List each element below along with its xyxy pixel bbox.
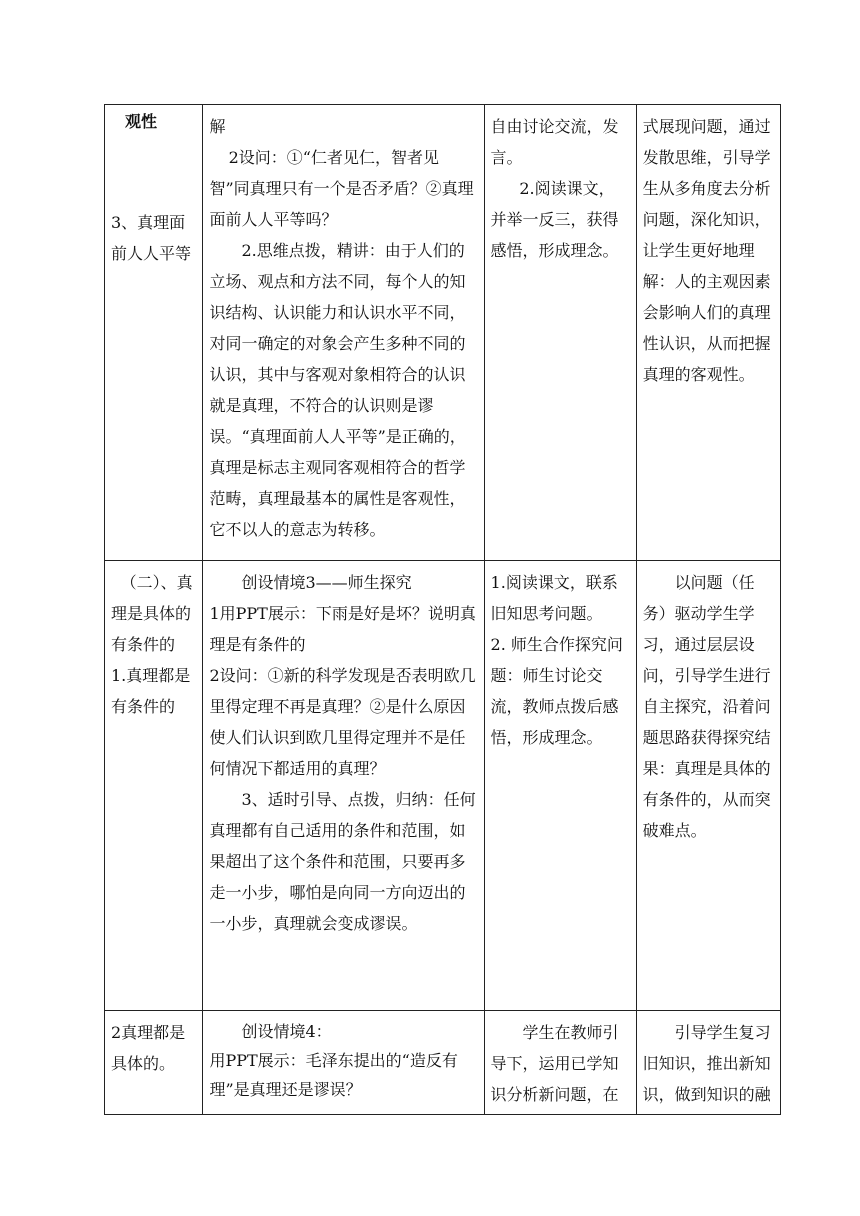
paragraph: 2设问：①“仁者见仁，智者见智”同真理只有一个是否矛盾？②真理面前人人平等吗？ [209,148,474,229]
section-title: 观性 [125,112,158,131]
lesson-plan-table [104,104,781,1115]
paragraph: 解 [209,117,226,136]
section-cell [105,1011,203,1115]
teacher-activity-cell [203,105,484,561]
paragraph: 引导学生复习旧知识，推出新知识，做到知识的融 [642,1023,771,1104]
design-intent-cell [636,561,780,1011]
paragraph: 用PPT展示：毛泽东提出的“造反有理”是真理还是谬误？ [209,1051,458,1099]
paragraph: 1用PPT展示：下雨是好是坏？说明真理是有条件的 [209,604,476,654]
student-activity-cell [484,105,636,561]
table-row [105,561,781,1011]
paragraph: 创设情境3——师生探究 [241,573,412,592]
paragraph: 2.阅读课文，并举一反三，获得感悟，形成理念。 [490,179,619,260]
section-title: 2真理都是具体的。 [111,1023,186,1073]
section-cell [105,105,203,561]
paragraph: 2. 师生合作探究问题：师生讨论交流，教师点拨后感悟，形成理念。 [490,635,623,747]
student-activity-cell [484,1011,636,1115]
design-intent-cell [636,105,780,561]
section-title: （二）、真理是具体的有条件的 [111,573,193,654]
section-cell [105,561,203,1011]
paragraph: 3、适时引导、点拨，归纳：任何真理都有自己适用的条件和范围，如果超出了这个条件和范围，只要再多走一小步，哪怕是向同一方向迈出的一小步，真理就会变成谬误。 [209,790,476,933]
paragraph: 式展现问题，通过发散思维，引导学生从多角度去分析问题，深化知识，让学生更好地理解：人的主观因素会影响人们的真理性认识，从而把握真理的客观性。 [642,117,771,384]
student-activity-cell [484,561,636,1011]
paragraph: 1.阅读课文，联系旧知思考问题。 [490,573,618,623]
paragraph: 学生在教师引导下，运用已学知识分析新问题，在 [490,1023,619,1104]
paragraph: 创设情境4： [241,1022,332,1041]
teacher-activity-cell [203,1011,484,1115]
table-row [105,1011,781,1115]
section-subtitle: 3、真理面前人人平等 [111,213,192,263]
paragraph: 2设问：①新的科学发现是否表明欧几里得定理不再是真理？②是什么原因使人们认识到欧几里得定理并不是任何情况下都适用的真理？ [209,666,476,778]
table-row [105,105,781,561]
section-subtitle: 1.真理都是有条件的 [111,666,191,716]
paragraph: 2.思维点拨，精讲：由于人们的立场、观点和方法不同，每个人的知识结构、认识能力和认识水平不同，对同一确定的对象会产生多种不同的认识，其中与客观对象相符合的认识就是真理，不符合的认识则是谬误。“真理面前人人平等”是正确的，真理是标志主观同客观相符合的哲学范畴，真理最基本的属性是客观性，它不以人的意志为转移。 [209,241,466,539]
paragraph: 自由讨论交流，发言。 [490,117,619,167]
teacher-activity-cell [203,561,484,1011]
design-intent-cell [636,1011,780,1115]
paragraph: 以问题（任务）驱动学生学习，通过层层设问，引导学生进行自主探究，沿着问题思路获得探究结果：真理是具体的有条件的，从而突破难点。 [642,573,771,840]
